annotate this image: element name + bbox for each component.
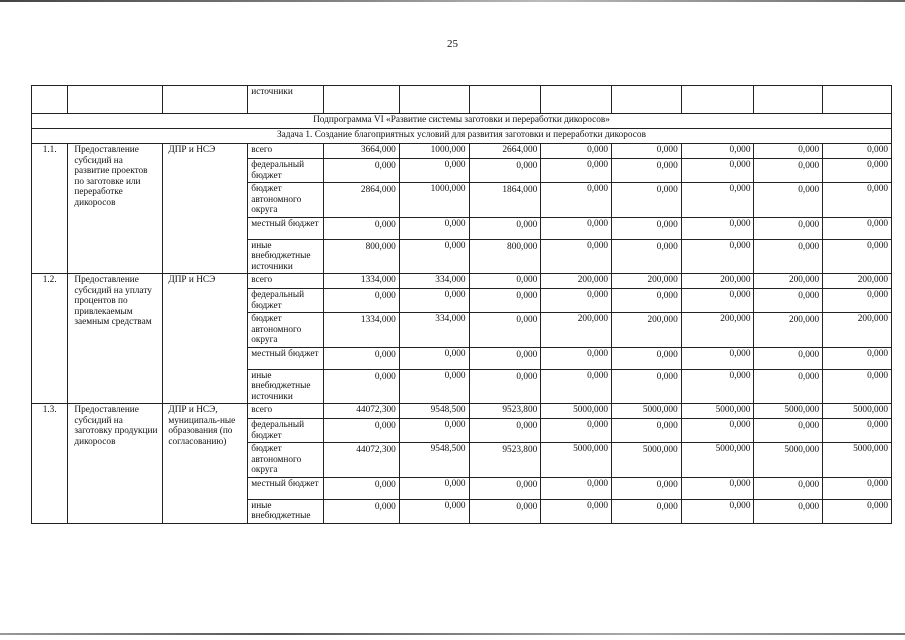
amount-cell: 9548,500 bbox=[399, 443, 469, 478]
cell bbox=[823, 86, 892, 114]
amount-cell: 0,000 bbox=[754, 369, 823, 404]
amount-cell: 0,000 bbox=[399, 159, 469, 183]
measure-name: Предоставление субсидий на развитие проектов по заготовке или переработке дикоросов bbox=[68, 144, 163, 274]
amount-cell: 5000,000 bbox=[823, 404, 892, 419]
amount-cell: 0,000 bbox=[681, 419, 754, 443]
amount-cell: 0,000 bbox=[754, 499, 823, 523]
cell bbox=[399, 86, 469, 114]
amount-cell: 0,000 bbox=[324, 159, 400, 183]
funding-source: местный бюджет bbox=[248, 347, 324, 369]
amount-cell: 0,000 bbox=[754, 217, 823, 239]
subprogram-title: Подпрограмма VI «Развитие системы заготовки и переработки дикоросов» bbox=[32, 114, 892, 129]
amount-cell: 44072,300 bbox=[324, 404, 400, 419]
amount-cell: 0,000 bbox=[399, 477, 469, 499]
amount-cell: 0,000 bbox=[399, 419, 469, 443]
task-title: Задача 1. Создание благоприятных условий для развития заготовки и переработки дикоросов bbox=[32, 129, 892, 144]
amount-cell: 200,000 bbox=[541, 274, 612, 289]
amount-cell: 9548,500 bbox=[399, 404, 469, 419]
amount-cell: 0,000 bbox=[399, 217, 469, 239]
amount-cell: 0,000 bbox=[754, 159, 823, 183]
amount-cell: 800,000 bbox=[324, 239, 400, 274]
amount-cell: 0,000 bbox=[823, 347, 892, 369]
amount-cell: 0,000 bbox=[681, 347, 754, 369]
amount-cell: 0,000 bbox=[541, 159, 612, 183]
amount-cell: 2864,000 bbox=[324, 183, 400, 218]
amount-cell: 200,000 bbox=[612, 313, 682, 348]
amount-cell: 0,000 bbox=[469, 499, 541, 523]
amount-cell: 0,000 bbox=[469, 289, 541, 313]
amount-cell: 200,000 bbox=[612, 274, 682, 289]
amount-cell: 200,000 bbox=[541, 313, 612, 348]
cell bbox=[469, 86, 541, 114]
amount-cell: 0,000 bbox=[324, 347, 400, 369]
cell bbox=[681, 86, 754, 114]
amount-cell: 0,000 bbox=[823, 239, 892, 274]
subprogram-row bbox=[32, 114, 892, 129]
amount-cell: 0,000 bbox=[681, 289, 754, 313]
amount-cell: 5000,000 bbox=[541, 404, 612, 419]
table-row bbox=[32, 144, 892, 159]
scan-edge-top bbox=[0, 0, 905, 2]
amount-cell: 0,000 bbox=[541, 289, 612, 313]
amount-cell: 0,000 bbox=[823, 183, 892, 218]
amount-cell: 0,000 bbox=[541, 239, 612, 274]
amount-cell: 0,000 bbox=[754, 144, 823, 159]
amount-cell: 0,000 bbox=[469, 347, 541, 369]
amount-cell: 0,000 bbox=[541, 419, 612, 443]
funding-source: всего bbox=[248, 144, 324, 159]
amount-cell: 334,000 bbox=[399, 313, 469, 348]
amount-cell: 0,000 bbox=[399, 369, 469, 404]
amount-cell: 1000,000 bbox=[399, 183, 469, 218]
funding-source: всего bbox=[248, 404, 324, 419]
header-continuation-row bbox=[32, 86, 892, 114]
table-row bbox=[32, 274, 892, 289]
measure-executor: ДПР и НСЭ bbox=[163, 274, 248, 404]
amount-cell: 200,000 bbox=[823, 274, 892, 289]
scan-edge-bottom bbox=[0, 633, 905, 635]
amount-cell: 0,000 bbox=[754, 347, 823, 369]
funding-source: иные внебюджетные источники bbox=[248, 369, 324, 404]
page-number: 25 bbox=[447, 38, 458, 50]
funding-source: местный бюджет bbox=[248, 217, 324, 239]
amount-cell: 0,000 bbox=[469, 159, 541, 183]
amount-cell: 0,000 bbox=[541, 477, 612, 499]
cell bbox=[163, 86, 248, 114]
funding-source: бюджет автономного округа bbox=[248, 443, 324, 478]
amount-cell: 0,000 bbox=[541, 183, 612, 218]
amount-cell: 5000,000 bbox=[754, 404, 823, 419]
amount-cell: 0,000 bbox=[469, 369, 541, 404]
amount-cell: 0,000 bbox=[469, 477, 541, 499]
amount-cell: 0,000 bbox=[324, 217, 400, 239]
cell bbox=[612, 86, 682, 114]
funding-source: иные внебюджетные источники bbox=[248, 239, 324, 274]
amount-cell: 200,000 bbox=[681, 274, 754, 289]
funding-source: федеральный бюджет bbox=[248, 419, 324, 443]
funding-source: бюджет автономного округа bbox=[248, 313, 324, 348]
amount-cell: 0,000 bbox=[681, 499, 754, 523]
amount-cell: 5000,000 bbox=[823, 443, 892, 478]
amount-cell: 0,000 bbox=[823, 477, 892, 499]
amount-cell: 0,000 bbox=[754, 183, 823, 218]
amount-cell: 0,000 bbox=[823, 419, 892, 443]
amount-cell: 5000,000 bbox=[541, 443, 612, 478]
amount-cell: 0,000 bbox=[681, 217, 754, 239]
amount-cell: 0,000 bbox=[612, 144, 682, 159]
funding-source: иные внебюджетные bbox=[248, 499, 324, 523]
amount-cell: 0,000 bbox=[324, 499, 400, 523]
amount-cell: 1334,000 bbox=[324, 313, 400, 348]
amount-cell: 0,000 bbox=[612, 183, 682, 218]
measure-name: Предоставление субсидий на уплату процентов по привлекаемым заемным средствам bbox=[68, 274, 163, 404]
amount-cell: 800,000 bbox=[469, 239, 541, 274]
amount-cell: 200,000 bbox=[754, 274, 823, 289]
amount-cell: 0,000 bbox=[612, 499, 682, 523]
amount-cell: 200,000 bbox=[754, 313, 823, 348]
amount-cell: 5000,000 bbox=[681, 404, 754, 419]
measure-index: 1.3. bbox=[32, 404, 68, 524]
amount-cell: 0,000 bbox=[754, 289, 823, 313]
cell bbox=[68, 86, 163, 114]
amount-cell: 0,000 bbox=[823, 217, 892, 239]
amount-cell: 334,000 bbox=[399, 274, 469, 289]
amount-cell: 0,000 bbox=[469, 274, 541, 289]
measure-name: Предоставление субсидий на заготовку продукции дикоросов bbox=[68, 404, 163, 524]
amount-cell: 0,000 bbox=[399, 289, 469, 313]
amount-cell: 0,000 bbox=[823, 499, 892, 523]
sources-label: источники bbox=[248, 86, 324, 114]
funding-source: всего bbox=[248, 274, 324, 289]
measure-index: 1.2. bbox=[32, 274, 68, 404]
amount-cell: 0,000 bbox=[399, 347, 469, 369]
amount-cell: 0,000 bbox=[754, 239, 823, 274]
amount-cell: 1334,000 bbox=[324, 274, 400, 289]
amount-cell: 0,000 bbox=[754, 477, 823, 499]
amount-cell: 0,000 bbox=[541, 499, 612, 523]
amount-cell: 0,000 bbox=[612, 419, 682, 443]
amount-cell: 0,000 bbox=[541, 347, 612, 369]
measure-executor: ДПР и НСЭ bbox=[163, 144, 248, 274]
budget-table bbox=[31, 85, 892, 524]
funding-source: федеральный бюджет bbox=[248, 159, 324, 183]
funding-source: федеральный бюджет bbox=[248, 289, 324, 313]
amount-cell: 1864,000 bbox=[469, 183, 541, 218]
amount-cell: 0,000 bbox=[469, 419, 541, 443]
amount-cell: 0,000 bbox=[612, 217, 682, 239]
amount-cell: 0,000 bbox=[324, 419, 400, 443]
amount-cell: 44072,300 bbox=[324, 443, 400, 478]
cell bbox=[541, 86, 612, 114]
amount-cell: 0,000 bbox=[469, 217, 541, 239]
amount-cell: 0,000 bbox=[681, 477, 754, 499]
amount-cell: 0,000 bbox=[823, 289, 892, 313]
amount-cell: 0,000 bbox=[324, 369, 400, 404]
amount-cell: 5000,000 bbox=[681, 443, 754, 478]
cell bbox=[324, 86, 400, 114]
amount-cell: 0,000 bbox=[612, 239, 682, 274]
measure-executor: ДПР и НСЭ, муниципаль-ные образования (по согласованию) bbox=[163, 404, 248, 524]
amount-cell: 0,000 bbox=[823, 369, 892, 404]
amount-cell: 0,000 bbox=[612, 159, 682, 183]
amount-cell: 0,000 bbox=[324, 289, 400, 313]
amount-cell: 0,000 bbox=[612, 369, 682, 404]
amount-cell: 1000,000 bbox=[399, 144, 469, 159]
amount-cell: 200,000 bbox=[681, 313, 754, 348]
amount-cell: 9523,800 bbox=[469, 404, 541, 419]
amount-cell: 0,000 bbox=[823, 159, 892, 183]
amount-cell: 0,000 bbox=[612, 289, 682, 313]
cell bbox=[32, 86, 68, 114]
amount-cell: 0,000 bbox=[541, 217, 612, 239]
amount-cell: 0,000 bbox=[324, 477, 400, 499]
amount-cell: 200,000 bbox=[823, 313, 892, 348]
amount-cell: 0,000 bbox=[399, 499, 469, 523]
amount-cell: 9523,800 bbox=[469, 443, 541, 478]
cell bbox=[754, 86, 823, 114]
amount-cell: 0,000 bbox=[612, 347, 682, 369]
amount-cell: 0,000 bbox=[399, 239, 469, 274]
amount-cell: 5000,000 bbox=[612, 443, 682, 478]
measure-index: 1.1. bbox=[32, 144, 68, 274]
amount-cell: 0,000 bbox=[823, 144, 892, 159]
table-row bbox=[32, 404, 892, 419]
amount-cell: 0,000 bbox=[469, 313, 541, 348]
amount-cell: 0,000 bbox=[612, 477, 682, 499]
amount-cell: 2664,000 bbox=[469, 144, 541, 159]
amount-cell: 0,000 bbox=[541, 369, 612, 404]
funding-source: бюджет автономного округа bbox=[248, 183, 324, 218]
amount-cell: 5000,000 bbox=[612, 404, 682, 419]
task-row bbox=[32, 129, 892, 144]
amount-cell: 0,000 bbox=[754, 419, 823, 443]
amount-cell: 3664,000 bbox=[324, 144, 400, 159]
amount-cell: 0,000 bbox=[681, 183, 754, 218]
amount-cell: 0,000 bbox=[541, 144, 612, 159]
amount-cell: 5000,000 bbox=[754, 443, 823, 478]
funding-source: местный бюджет bbox=[248, 477, 324, 499]
amount-cell: 0,000 bbox=[681, 369, 754, 404]
amount-cell: 0,000 bbox=[681, 239, 754, 274]
amount-cell: 0,000 bbox=[681, 144, 754, 159]
amount-cell: 0,000 bbox=[681, 159, 754, 183]
